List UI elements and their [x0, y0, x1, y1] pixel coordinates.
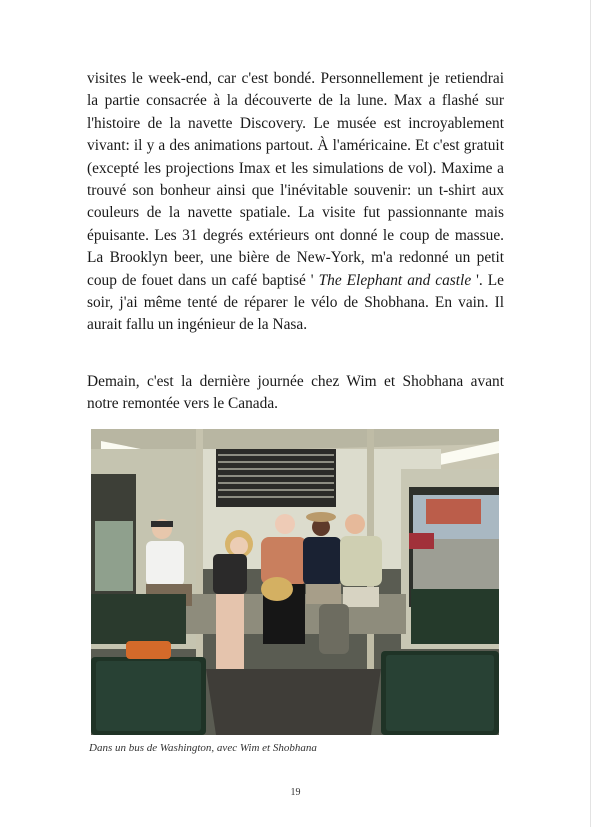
figure-caption: Dans un bus de Washington, avec Wim et Shobhana [89, 742, 317, 754]
paragraph-text-end: '. Le soir, j'ai même tenté de réparer le vélo de Shobhana. En vain. Il aurait fallu un ingénieur de la Nasa. [87, 271, 504, 334]
body-paragraph-1 [87, 68, 504, 337]
cafe-name: The Elephant and castle [313, 271, 477, 289]
bus-photo [91, 429, 499, 735]
page-number: 19 [290, 787, 301, 798]
body-paragraph-2: Demain, c'est la dernière journée chez Wim et Shobhana avant notre remontée vers le Canada. [87, 373, 504, 413]
paragraph-text: visites le week-end, car c'est bondé. Personnellement je retiendrai la partie consacrée à la découverte de la lune. Max a flashé sur l'histoire de la navette Discovery. Le musée est incroyablement vivant: il y a des animations partout. À l'américaine. Et c'est gratuit (excepté les projections Imax et les simulations de vol). Maxime a trouvé son bonheur ainsi que l'inévitable souvenir: un t-shirt aux couleurs de la navette spatiale. La visite fut passionnante mais épuisante. Les 31 degrés extérieurs ont donné le coup de massue. La Brooklyn beer, une bière de New-York, m'a redonné un petit coup de fouet dans un café baptisé ' [87, 70, 504, 289]
bus-interior-illustration [91, 429, 499, 735]
